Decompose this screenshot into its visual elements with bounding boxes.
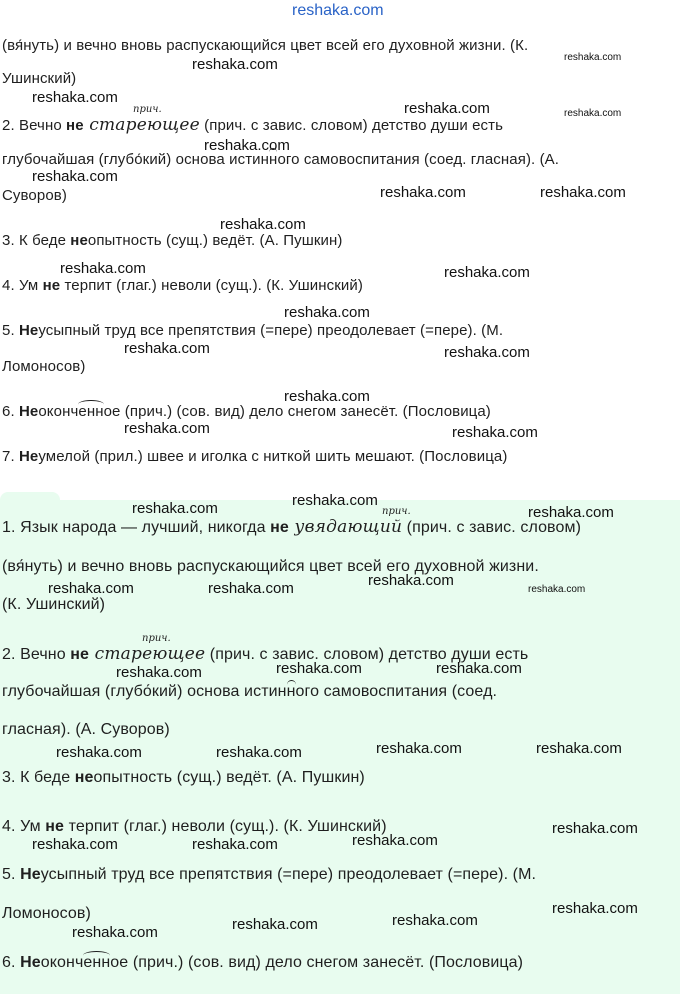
watermark: reshaka.com <box>564 108 622 119</box>
watermark: reshaka.com <box>232 916 318 933</box>
text-line: Ломоносов) <box>2 358 86 375</box>
watermark: reshaka.com <box>32 836 118 853</box>
watermark: reshaka.com <box>124 420 210 437</box>
watermark: reshaka.com <box>552 900 638 917</box>
watermark: reshaka.com <box>192 836 278 853</box>
watermark: reshaka.com <box>376 740 462 757</box>
watermark: reshaka.com <box>220 216 306 233</box>
text-line: (вя́нуть) и вечно вновь распускающийся цвет всей его духовной жизни. (К. <box>2 37 529 54</box>
watermark: reshaka.com <box>368 572 454 589</box>
sentence-4: 4. Ум не терпит (глаг.) неволи (сущ.). (К. Ушинский) <box>2 818 387 835</box>
text-line: гласная). (А. Суворов) <box>2 721 170 738</box>
watermark: reshaka.com <box>552 820 638 837</box>
bottom-section <box>0 492 680 994</box>
text-line: (К. Ушинский) <box>2 596 106 613</box>
suffix-arc-mark: енн <box>78 403 104 420</box>
watermark: reshaka.com <box>436 660 522 677</box>
watermark: reshaka.com <box>528 504 614 521</box>
sentence-2: 2. Вечно не стареющее (прич. с завис. словом) детство души есть <box>2 115 504 135</box>
text-line: Ушинский) <box>2 70 77 87</box>
watermark: reshaka.com <box>452 424 538 441</box>
sentence-3: 3. К беде неопытность (сущ.) ведёт. (А. Пушкин) <box>2 232 343 249</box>
watermark: reshaka.com <box>404 100 490 117</box>
watermark: reshaka.com <box>208 580 294 597</box>
sentence-7: 7. Неумелой (прил.) швее и иголка с ниткой шить мешают. (Пословица) <box>2 448 508 465</box>
part-of-speech-annotation: прич. <box>382 506 411 517</box>
part-of-speech-annotation: прич. <box>133 104 162 115</box>
watermark: reshaka.com <box>444 344 530 361</box>
sentence-4: 4. Ум не терпит (глаг.) неволи (сущ.). (К. Ушинский) <box>2 277 363 294</box>
sentence-6: 6. Неоконченное (прич.) (сов. вид) дело снегом занесёт. (Пословица) <box>2 954 524 971</box>
sentence-6: 6. Неоконченное (прич.) (сов. вид) дело снегом занесёт. (Пословица) <box>2 403 491 420</box>
watermark: reshaka.com <box>32 89 118 106</box>
text-line: (вя́нуть) и вечно вновь распускающийся цвет всей его духовной жизни. <box>2 558 539 575</box>
text-line: Суворов) <box>2 187 67 204</box>
sentence-5: 5. Неусыпный труд все препятствия (=пере) преодолевает (=пере). (М. <box>2 866 537 883</box>
watermark: reshaka.com <box>540 184 626 201</box>
watermark: reshaka.com <box>444 264 530 281</box>
watermark: reshaka.com <box>60 260 146 277</box>
suffix-arc-mark: н <box>269 151 278 168</box>
suffix-arc-mark: н <box>286 683 296 700</box>
text-line: глубочайшая (глубо́кий) основа истинного самовоспитания (соед. гласная). (А. <box>2 151 560 168</box>
watermark: reshaka.com <box>48 580 134 597</box>
watermark: reshaka.com <box>204 137 290 154</box>
part-of-speech-annotation: прич. <box>142 633 171 644</box>
sentence-1: 1. Язык народа — лучший, никогда не увядающий (прич. с завис. словом) <box>2 517 582 537</box>
watermark: reshaka.com <box>380 184 466 201</box>
watermark: reshaka.com <box>192 56 278 73</box>
watermark: reshaka.com <box>132 500 218 517</box>
sentence-5: 5. Неусыпный труд все препятствия (=пере) преодолевает (=пере). (М. <box>2 322 504 339</box>
watermark: reshaka.com <box>528 584 586 595</box>
text-line: глубочайшая (глубо́кий) основа истинного самовоспитания (соед. <box>2 683 498 700</box>
watermark: reshaka.com <box>292 492 378 509</box>
watermark: reshaka.com <box>564 52 622 63</box>
watermark: reshaka.com <box>116 664 202 681</box>
text-line: Ломоносов) <box>2 905 91 922</box>
watermark: reshaka.com <box>284 388 370 405</box>
site-header-link[interactable]: reshaka.com <box>292 2 384 19</box>
watermark: reshaka.com <box>32 168 118 185</box>
watermark: reshaka.com <box>284 304 370 321</box>
watermark: reshaka.com <box>536 740 622 757</box>
suffix-arc-mark: енн <box>83 954 111 971</box>
sentence-3: 3. К беде неопытность (сущ.) ведёт. (А. Пушкин) <box>2 769 365 786</box>
watermark: reshaka.com <box>56 744 142 761</box>
sentence-2: 2. Вечно не стареющее (прич. с завис. словом) детство души есть <box>2 644 529 664</box>
watermark: reshaka.com <box>124 340 210 357</box>
watermark: reshaka.com <box>72 924 158 941</box>
watermark: reshaka.com <box>276 660 362 677</box>
watermark: reshaka.com <box>216 744 302 761</box>
watermark: reshaka.com <box>352 832 438 849</box>
watermark: reshaka.com <box>392 912 478 929</box>
